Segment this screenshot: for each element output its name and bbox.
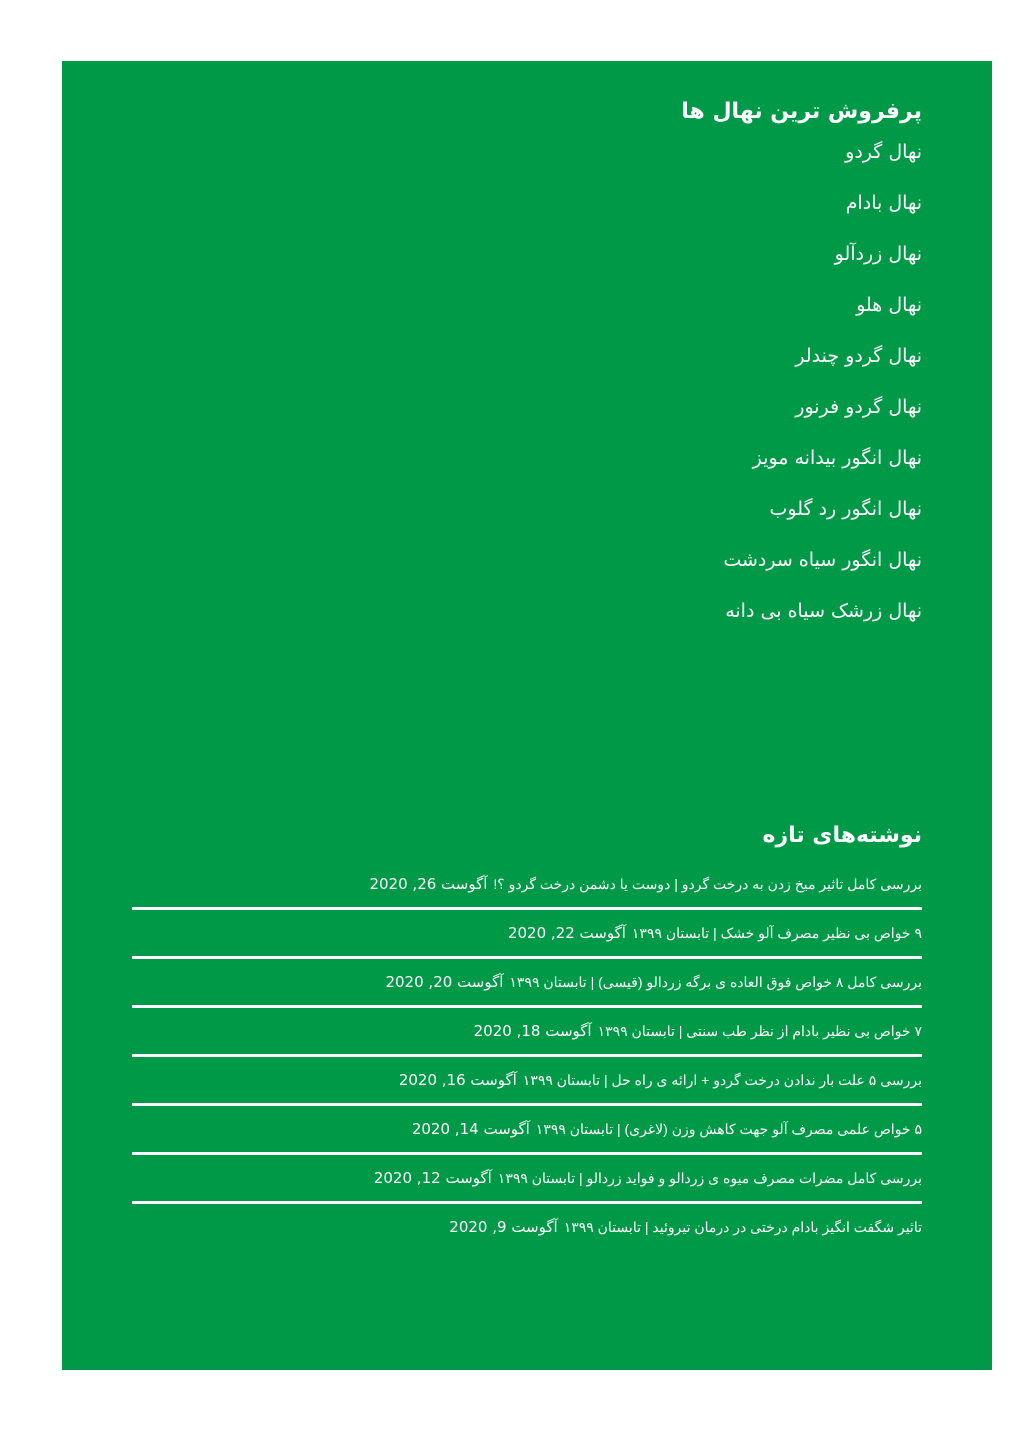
- post-link[interactable]: بررسی کامل تاثیر میخ زدن به درخت گردو | دوست یا دشمن درخت گردو ؟!: [493, 876, 922, 892]
- post-item: [132, 1057, 922, 1106]
- product-item: [132, 433, 922, 484]
- product-link-walnut[interactable]: نهال گردو: [845, 141, 922, 163]
- product-item: [132, 229, 922, 280]
- post-date: آگوست 18, 2020: [473, 1022, 592, 1040]
- product-link-barberry[interactable]: نهال زرشک سیاه بی دانه: [725, 600, 922, 622]
- post-item: [132, 1106, 922, 1155]
- post-link[interactable]: ۵ خواص علمی مصرف آلو جهت کاهش وزن (لاغری) | تابستان ۱۳۹۹: [535, 1121, 922, 1137]
- product-item: [132, 331, 922, 382]
- post-link[interactable]: ۹ خواص بی نظیر مصرف آلو خشک | تابستان ۱۳۹۹: [631, 925, 922, 941]
- product-link-grape-red-globe[interactable]: نهال انگور رد گلوب: [769, 498, 922, 520]
- post-date: آگوست 14, 2020: [411, 1120, 530, 1138]
- post-date: آگوست 26, 2020: [369, 875, 488, 893]
- post-link[interactable]: تاثیر شگفت انگیز بادام درختی در درمان تیروئید | تابستان ۱۳۹۹: [563, 1219, 922, 1235]
- post-date: آگوست 9, 2020: [449, 1218, 558, 1236]
- product-item: [132, 382, 922, 433]
- product-link-grape-black-sardasht[interactable]: نهال انگور سیاه سردشت: [723, 549, 922, 571]
- product-link-peach[interactable]: نهال هلو: [856, 294, 922, 316]
- product-link-apricot[interactable]: نهال زردآلو: [834, 243, 922, 265]
- post-link[interactable]: بررسی کامل مضرات مصرف میوه ی زردالو و فواید زردالو | تابستان ۱۳۹۹: [497, 1170, 922, 1186]
- post-item: [132, 959, 922, 1008]
- bestsellers-title: پرفروش ترین نهال ها: [681, 99, 922, 124]
- product-link-walnut-chandler[interactable]: نهال گردو چندلر: [795, 345, 922, 367]
- post-item: [132, 1204, 922, 1250]
- product-link-almond[interactable]: نهال بادام: [845, 192, 922, 214]
- recent-posts-list: [132, 861, 922, 1250]
- product-item: [132, 280, 922, 331]
- post-item: [132, 910, 922, 959]
- product-item: [132, 484, 922, 535]
- product-item: [132, 127, 922, 178]
- post-date: آگوست 22, 2020: [507, 924, 626, 942]
- product-item: [132, 178, 922, 229]
- product-item: [132, 586, 922, 637]
- post-date: آگوست 16, 2020: [398, 1071, 517, 1089]
- product-item: [132, 535, 922, 586]
- recent-posts-widget: [132, 821, 922, 1250]
- post-item: [132, 1008, 922, 1057]
- product-link-walnut-fernor[interactable]: نهال گردو فرنور: [795, 396, 922, 418]
- post-item: [132, 1155, 922, 1204]
- bestsellers-list: [132, 127, 922, 637]
- bestsellers-widget: [132, 97, 922, 637]
- post-date: آگوست 12, 2020: [373, 1169, 492, 1187]
- post-date: آگوست 20, 2020: [385, 973, 504, 991]
- post-link[interactable]: بررسی کامل ۸ خواص فوق العاده ی برگه زردالو (قیسی) | تابستان ۱۳۹۹: [509, 974, 922, 990]
- post-link[interactable]: بررسی ۵ علت بار ندادن درخت گردو + ارائه ی راه حل | تابستان ۱۳۹۹: [522, 1072, 922, 1088]
- product-link-grape-seedless[interactable]: نهال انگور بیدانه مویز: [752, 447, 922, 469]
- post-item: [132, 861, 922, 910]
- post-link[interactable]: ۷ خواص بی نظیر بادام از نظر طب سنتی | تابستان ۱۳۹۹: [597, 1023, 922, 1039]
- footer-widget-panel: [62, 61, 992, 1370]
- recent-posts-title: نوشته‌های تازه: [762, 823, 922, 848]
